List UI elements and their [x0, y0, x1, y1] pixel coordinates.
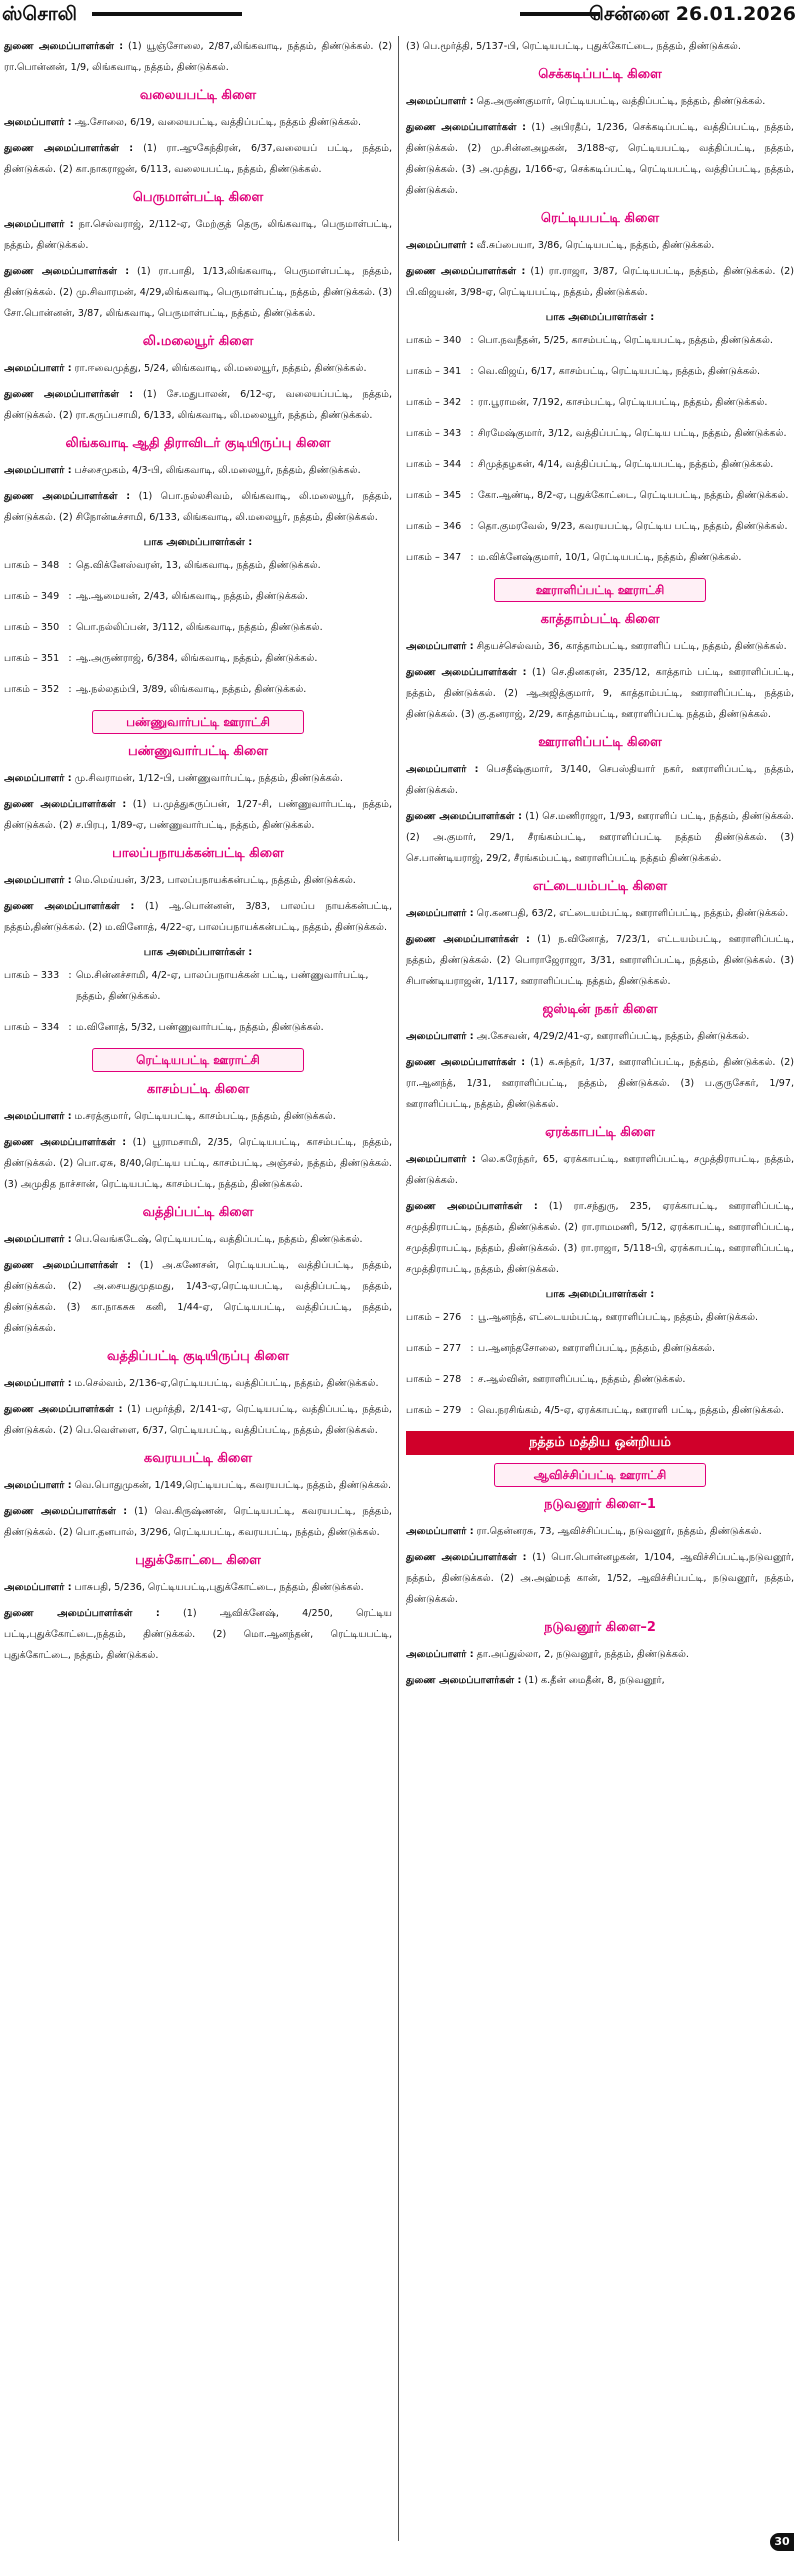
part-row: [406, 361, 794, 382]
separator: :: [470, 335, 474, 346]
entry-paragraph: [406, 1521, 794, 1542]
entry-text: (1) பொ.பொன்னழகன், 1/104, ஆவிச்சிப்பட்டி,நடுவனூர், நத்தம், திண்டுக்கல். (2) அ.அஹ்மத் கான், 1/52, ஆவிச்சிப்பட்டி, நடுவனூர், நத்தம், திண்டுக்கல்.: [406, 1552, 794, 1605]
entry-text: (1) அபிரதீப், 1/236, செக்கடிப்பட்டி, வத்திப்பட்டி, நத்தம், திண்டுக்கல். (2) மு.சின்னஅழகன், 3/188-ஏ, ரெட்டியபட்டி, வத்திப்பட்டி, நத்தம், திண்டுக்கல். (3) அ.முத்து, 1/166-ஏ, செக்கடிப்பட்டி, ரெட்டியபட்டி, வத்திப்பட்டி, நத்தம், திண்டுக்கல்.: [406, 122, 794, 196]
role-label: அமைப்பாளர் :: [406, 1649, 474, 1660]
entry-text: லெ.கரேந்தர், 65, ஏரக்காபட்டி, ஊராளிப்பட்டி, சமுத்திராபட்டி, நத்தம், திண்டுக்கல்.: [406, 1154, 795, 1186]
entry-paragraph: [4, 1373, 392, 1394]
entry-paragraph: [406, 91, 794, 112]
entry-text: ஆ.சோலை, 6/19, வலையபட்டி, வத்திப்பட்டி, நத்தம் திண்டுக்கல்.: [71, 117, 362, 128]
role-label: துணை அமைப்பாளர்கள் :: [4, 799, 127, 810]
part-number: பாகம் – 345: [406, 490, 462, 501]
part-organizer: வெ.நரசிங்கம், 4/5-ஏ, ஏரக்காபட்டி, ஊராளி பட்டி, நத்தம், திண்டுக்கல்.: [478, 1405, 784, 1416]
entry-text: ம.செல்வம், 2/136-ஏ,ரெட்டியபட்டி, வத்திப்பட்டி, நத்தம், திண்டுக்கல்.: [71, 1378, 379, 1389]
entry-text: நா.செல்வராஜ், 2/112-ஏ, மேற்குத் தெரு, லிங்கவாடி, பெருமாள்பட்டி, நத்தம், திண்டுக்கல்.: [4, 219, 392, 251]
part-number: பாகம் – 352: [4, 684, 60, 695]
separator: :: [68, 970, 72, 981]
role-label: அமைப்பாளர் :: [406, 764, 479, 775]
role-label: துணை அமைப்பாளர்கள் :: [4, 41, 124, 52]
entry-text: (1) ரா.பாதி, 1/13,லிங்கவாடி, பெருமாள்பட்டி, நத்தம், திண்டுக்கல். (2) மு.சிவாரமன், 4/29,லிங்கவாடி, பெருமாள்பட்டி, நத்தம், திண்டுக்கல். (3) சோ.பொன்னன், 3/87, லிங்கவாடி, பெருமாள்பட்டி, நத்தம், திண்டுக்கல்.: [4, 266, 392, 319]
part-number: பாகம் – 276: [406, 1312, 462, 1323]
branch-heading: புதுக்கோட்டை கிளை: [135, 1553, 261, 1568]
entry-text: (1) பொ.நல்லசிவம், லிங்கவாடி, லி.மலையூர், நத்தம், திண்டுக்கல். (2) சிநோன்டீச்சாமி, 6/133, லிங்கவாடி, லி.மலையூர், நத்தம், திண்டுக்கல்.: [4, 491, 392, 523]
left-column: [4, 36, 392, 1671]
branch-heading: வலையபட்டி கிளை: [139, 88, 257, 103]
role-label: அமைப்பாளர் :: [4, 363, 72, 374]
entry-text: ரா.ஈவைமுத்து, 5/24, லிங்கவாடி, லி.மலையூர், நத்தம், திண்டுக்கல்.: [71, 363, 367, 374]
part-organizer: ம.வினோத், 5/32, பண்ணுவார்பட்டி, நத்தம், திண்டுக்கல்.: [76, 1022, 324, 1033]
part-row: [406, 516, 794, 537]
part-row: [4, 555, 392, 576]
entry-text: ரெ.கணபதி, 63/2, எட்டையம்பட்டி, ஊராளிப்பட்டி, நத்தம், திண்டுக்கல்.: [473, 908, 789, 919]
branch-heading: செக்கடிப்பட்டி கிளை: [538, 67, 662, 82]
entry-text: (1) ரா.ராஜா, 3/87, ரெட்டியபட்டி, நத்தம், திண்டுக்கல். (2) பி.விஜயன், 3/98-ஏ, ரெட்டியபட்டி, நத்தம், திண்டுக்கல்.: [406, 266, 795, 298]
entry-paragraph: [4, 1603, 392, 1666]
role-label: அமைப்பாளர் :: [406, 240, 474, 251]
entry-paragraph: [406, 1026, 794, 1047]
entry-text: பெ.வெங்கடேஷ், ரெட்டியபட்டி, வத்திப்பட்டி, நத்தம், திண்டுக்கல்.: [71, 1234, 363, 1245]
branch-heading: கவரயபட்டி கிளை: [143, 1451, 253, 1466]
part-row: [406, 423, 794, 444]
role-label: துணை அமைப்பாளர்கள் :: [406, 266, 526, 277]
part-row: [406, 330, 794, 351]
role-label: அமைப்பாளர் :: [406, 641, 474, 652]
entry-paragraph: [406, 1644, 794, 1665]
branch-heading: ஏரக்காபட்டி கிளை: [545, 1125, 655, 1140]
separator: :: [470, 490, 474, 501]
separator: :: [470, 1374, 474, 1385]
entry-text: (1) யூஞ்சோலை, 2/87,லிங்கவாடி, நத்தம், திண்டுக்கல். (2) ரா.பொன்னன், 1/9, லிங்கவாடி, நத்தம், திண்டுக்கல்.: [4, 41, 392, 73]
entry-text: பாசுபதி, 5/236, ரெட்டியபட்டி,புதுக்கோட்டை, நத்தம், திண்டுக்கல்.: [71, 1582, 364, 1593]
entry-text: தா.அப்துல்லா, 2, நடுவனூர், நத்தம், திண்டுக்கல்.: [473, 1649, 689, 1660]
separator: :: [68, 653, 72, 664]
entry-text: பெசதீஷ்குமார், 3/140, செபஸ்தியார் நகர், ஊராளிப்பட்டி, நத்தம், திண்டுக்கல்.: [406, 764, 794, 796]
role-label: துணை அமைப்பாளர்கள் :: [406, 1552, 527, 1563]
entry-paragraph: [4, 1132, 392, 1195]
branch-heading: லி.மலையூர் கிளை: [142, 334, 254, 349]
part-organizer: தெ.விக்னேஸ்வரன், 13, லிங்கவாடி, நத்தம், திண்டுக்கல்.: [76, 560, 321, 571]
city-date: சென்னை 26.01.2026: [589, 3, 796, 25]
entry-paragraph: [4, 384, 392, 426]
role-label: அமைப்பாளர் :: [406, 96, 474, 107]
entry-paragraph: [4, 794, 392, 836]
page-number: 30: [770, 2533, 794, 2551]
separator: :: [470, 366, 474, 377]
entry-paragraph: [4, 1475, 392, 1496]
entry-paragraph: [406, 235, 794, 256]
entry-paragraph: [4, 486, 392, 528]
part-organizer: மெ.சின்னச்சாமி, 4/2-ஏ, பாலப்பநாயக்கன் பட்டி, பண்ணுவார்பட்டி, நத்தம், திண்டுக்கல்.: [76, 970, 369, 1002]
part-row: [4, 965, 392, 1007]
part-row: [406, 547, 794, 568]
branch-heading: எட்டையம்பட்டி கிளை: [532, 879, 668, 894]
branch-heading: பாலப்பநாயக்கன்பட்டி கிளை: [112, 846, 284, 861]
part-number: பாகம் – 279: [406, 1405, 462, 1416]
branch-heading: காத்தாம்பட்டி கிளை: [540, 612, 660, 627]
entry-paragraph: [406, 806, 794, 869]
role-label: துணை அமைப்பாளர்கள் :: [4, 1260, 131, 1271]
role-label: துணை அமைப்பாளர்கள் :: [4, 491, 131, 502]
part-number: பாகம் – 341: [406, 366, 462, 377]
separator: :: [68, 1022, 72, 1033]
role-label: துணை அமைப்பாளர்கள் :: [406, 1057, 526, 1068]
entry-text: (1) க.தீன் மைதீன், 8, நடுவனூர்,: [521, 1675, 665, 1686]
part-organizer: பொ.நவநீதன், 5/25, காசம்பட்டி, ரெட்டியபட்டி, நத்தம், திண்டுக்கல்.: [478, 335, 773, 346]
entry-text: (1) ந.வினோத், 7/23/1, எட்டயம்பட்டி, ஊராளிப்பட்டி, நத்தம், திண்டுக்கல். (2) பொராஜேராஜா, 3/31, ஊராளிப்பட்டி, நத்தம், திண்டுக்கல். (3) சிபாண்டியராஜன், 1/117, ஊராளிப்பட்டி நத்தம், திண்டுக்கல்.: [406, 934, 794, 987]
part-organizer: கோ.ஆண்டி, 8/2-ஏ, புதுக்கோட்டை, ரெட்டியபட்டி, நத்தம், திண்டுக்கல்.: [478, 490, 789, 501]
column-divider: [398, 36, 399, 2541]
entry-paragraph: [406, 36, 794, 57]
entry-text: வீ.சுப்பையா, 3/86, ரெட்டியபட்டி, நத்தம், திண்டுக்கல்.: [473, 240, 715, 251]
entry-text: ரா.தென்னரசு, 73, ஆவிச்சிப்பட்டி, நடுவனூர், நத்தம், திண்டுக்கல்.: [473, 1526, 762, 1537]
role-label: அமைப்பாளர் :: [4, 773, 72, 784]
part-row: [406, 1369, 794, 1390]
entry-paragraph: [4, 36, 392, 78]
panchayat-badge: பண்ணுவார்பட்டி ஊராட்சி: [92, 710, 304, 734]
entry-text: (1) ஆ.பொன்னன், 3/83, பாலப்ப நாயக்கன்பட்டி, நத்தம்,திண்டுக்கல். (2) ம.வினோத், 4/22-ஏ, பாலப்பநாயக்கன்பட்டி, நத்தம், திண்டுக்கல்.: [4, 901, 393, 933]
part-row: [4, 648, 392, 669]
branch-heading: பண்ணுவார்பட்டி கிளை: [127, 744, 269, 759]
part-number: பாகம் – 349: [4, 591, 60, 602]
entry-paragraph: [406, 1196, 794, 1280]
part-number: பாகம் – 347: [406, 552, 462, 563]
part-organizer: ம.விக்னேஷ்குமார், 10/1, ரெட்டியபட்டி, நத்தம், திண்டுக்கல்.: [478, 552, 742, 563]
entry-text: (1) சே.மதுபாலன், 6/12-ஏ, வலையப்பட்டி, நத்தம், திண்டுக்கல். (2) ரா.கருப்பசாமி, 6/133, லிங்கவாடி, லி.மலையூர், நத்தம், திண்டுக்கல்.: [4, 389, 392, 421]
entry-text: (3) பெ.மூர்த்தி, 5/137-பி, ரெட்டியபட்டி, புதுக்கோட்டை, நத்தம், திண்டுக்கல்.: [406, 41, 741, 52]
part-organizer: வெ.விஜய், 6/17, காசம்பட்டி, ரெட்டியபட்டி, நத்தம், திண்டுக்கல்.: [478, 366, 761, 377]
branch-heading: காசம்பட்டி கிளை: [146, 1082, 250, 1097]
part-row: [406, 485, 794, 506]
branch-heading: நடுவனூர் கிளை–1: [544, 1497, 656, 1512]
part-number: பாகம் – 342: [406, 397, 462, 408]
role-label: துணை அமைப்பாளர்கள் :: [406, 122, 526, 133]
part-organizer: ச.ஆல்வின், ஊராளிப்பட்டி, நத்தம், திண்டுக்கல்.: [478, 1374, 686, 1385]
entry-paragraph: [406, 117, 794, 201]
role-label: துணை அமைப்பாளர்கள் :: [406, 811, 522, 822]
entry-text: (1) செ.மணிராஜா, 1/93, ஊராளிப் பட்டி, நத்தம், திண்டுக்கல். (2) அ.குமார், 29/1, சீரங்கம்பட்டி, ஊராளிப்பட்டி நத்தம் திண்டுக்கல். (3) செ.பாண்டியராஜ், 29/2, சீரங்கம்பட்டி, ஊராளிப்பட்டி நத்தம் திண்டுக்கல்.: [406, 811, 794, 864]
separator: :: [68, 622, 72, 633]
entry-paragraph: [406, 1052, 794, 1115]
branch-heading: நடுவனூர் கிளை–2: [544, 1620, 656, 1635]
role-label: துணை அமைப்பாளர்கள் :: [4, 901, 135, 912]
entry-paragraph: [4, 460, 392, 481]
entry-text: தெ.அருண்குமார், ரெட்டியபட்டி, வத்திப்பட்டி, நத்தம், திண்டுக்கல்.: [473, 96, 766, 107]
separator: :: [470, 521, 474, 532]
entry-text: (1) ரா.ஆுகேந்திரன், 6/37,வலையப் பட்டி, நத்தம், திண்டுக்கல். (2) கா.நாகராஜன், 6/113, வலையபட்டி, நத்தம், திண்டுக்கல்.: [4, 143, 392, 175]
part-number: பாகம் – 343: [406, 428, 462, 439]
entry-text: (1) வெ.கிருஷ்ணன், ரெட்டியபட்டி, கவரயபட்டி, நத்தம், திண்டுக்கல். (2) பொ.தனபால், 3/296, ரெட்டியபட்டி, கவரயபட்டி, நத்தம், திண்டுக்கல்.: [4, 1506, 392, 1538]
entry-paragraph: [406, 662, 794, 725]
entry-paragraph: [406, 903, 794, 924]
entry-text: (1) க.சுந்தர், 1/37, ஊராளிப்பட்டி, நத்தம், திண்டுக்கல். (2) ரா.ஆனந்த், 1/31, ஊராளிப்பட்டி, நத்தம், திண்டுக்கல். (3) ப.குருசேகர், 1/97, ஊராளிப்பட்டி, நத்தம், திண்டுக்கல்.: [406, 1057, 794, 1110]
role-label: அமைப்பாளர் :: [4, 219, 74, 230]
section-subheading: பாக அமைப்பாளர்கள் :: [545, 1289, 655, 1300]
part-row: [406, 1400, 794, 1421]
role-label: துணை அமைப்பாளர்கள் :: [406, 1675, 522, 1686]
role-label: துணை அமைப்பாளர்கள் :: [4, 389, 134, 400]
entry-paragraph: [4, 1106, 392, 1127]
entry-paragraph: [406, 759, 794, 801]
branch-heading: ஜஸ்டின் நகர் கிளை: [542, 1002, 658, 1017]
section-subheading: பாக அமைப்பாளர்கள் :: [545, 312, 655, 323]
role-label: அமைப்பாளர் :: [4, 117, 72, 128]
role-label: துணை அமைப்பாளர்கள் :: [406, 934, 530, 945]
role-label: அமைப்பாளர் :: [4, 1378, 72, 1389]
role-label: அமைப்பாளர் :: [4, 1111, 72, 1122]
role-label: அமைப்பாளர் :: [406, 908, 474, 919]
entry-text: அ.கேசவன், 4/29/2/41-ஏ, ஊராளிப்பட்டி, நத்தம், திண்டுக்கல்.: [473, 1031, 750, 1042]
entry-paragraph: [4, 1399, 392, 1441]
role-label: அமைப்பாளர் :: [406, 1526, 474, 1537]
entry-text: (1) பமூர்த்தி, 2/141-ஏ, ரெட்டியபட்டி, வத்திப்பட்டி, நத்தம், திண்டுக்கல். (2) பெ.வெள்ளை, 6/37, ரெட்டியபட்டி, வத்திப்பட்டி, நத்தம், திண்டுக்கல்.: [4, 1404, 392, 1436]
separator: :: [470, 428, 474, 439]
part-number: பாகம் – 344: [406, 459, 462, 470]
entry-text: (1) ப.முத்துகருப்பன், 1/27-சி, பண்ணுவார்பட்டி, நத்தம், திண்டுக்கல். (2) ச.பிரபு, 1/89-ஏ, பண்ணுவார்பட்டி, நத்தம், திண்டுக்கல்.: [4, 799, 392, 831]
entry-paragraph: [4, 870, 392, 891]
section-subheading: பாக அமைப்பாளர்கள் :: [143, 947, 253, 958]
page-header: [0, 0, 800, 30]
separator: :: [470, 1405, 474, 1416]
role-label: அமைப்பாளர் :: [4, 875, 72, 886]
entry-text: (1) செ.தினகரன், 235/12, காத்தாம் பட்டி, ஊராளிப்பட்டி, நத்தம், திண்டுக்கல். (2) ஆஅஜித்குமார், 9, காத்தாம்பட்டி, ஊராளிப்பட்டி, நத்தம், திண்டுக்கல். (3) கு.தனராஜ், 2/29, காத்தாம்பட்டி, ஊராளிப்பட்டி நத்தம், திண்டுக்கல்.: [406, 667, 794, 720]
union-banner: நத்தம் மத்திய ஒன்றியம்: [406, 1431, 794, 1455]
entry-paragraph: [406, 636, 794, 657]
entry-paragraph: [4, 1229, 392, 1250]
entry-text: சிதயச்செல்வம், 36, காத்தாம்பட்டி, ஊராளிப் பட்டி, நத்தம், திண்டுக்கல்.: [473, 641, 787, 652]
header-rule-left: [92, 12, 242, 16]
entry-paragraph: [4, 138, 392, 180]
branch-heading: பெருமாள்பட்டி கிளை: [132, 190, 264, 205]
part-organizer: ப.ஆனந்தசோலை, ஊராளிப்பட்டி, நத்தம், திண்டுக்கல்.: [478, 1343, 715, 1354]
separator: :: [470, 552, 474, 563]
part-row: [4, 679, 392, 700]
role-label: அமைப்பாளர் :: [4, 1582, 72, 1593]
entry-paragraph: [4, 261, 392, 324]
branch-heading: வத்திப்பட்டி குடியிருப்பு கிளை: [107, 1349, 289, 1364]
part-number: பாகம் – 350: [4, 622, 60, 633]
role-label: துணை அமைப்பாளர்கள் :: [4, 1404, 123, 1415]
part-organizer: ரா.பூராமன், 7/192, காசம்பட்டி, ரெட்டியபட்டி, நத்தம், திண்டுக்கல்.: [478, 397, 768, 408]
role-label: துணை அமைப்பாளர்கள் :: [4, 143, 134, 154]
separator: :: [68, 560, 72, 571]
role-label: துணை அமைப்பாளர்கள் :: [406, 667, 527, 678]
part-row: [406, 1307, 794, 1328]
part-number: பாகம் – 340: [406, 335, 462, 346]
entry-paragraph: [406, 929, 794, 992]
entry-text: மெ.மெய்யன், 3/23, பாலப்பநாயக்கன்பட்டி, நத்தம், திண்டுக்கல்.: [71, 875, 356, 886]
part-row: [4, 617, 392, 638]
separator: :: [470, 459, 474, 470]
entry-paragraph: [4, 358, 392, 379]
entry-paragraph: [4, 896, 392, 938]
entry-paragraph: [4, 1255, 392, 1339]
part-organizer: ஆ.ஆமையன், 2/43, லிங்கவாடி, நத்தம், திண்டுக்கல்.: [76, 591, 309, 602]
part-row: [406, 1338, 794, 1359]
entry-paragraph: [4, 214, 392, 256]
entry-text: (1) அ.கணேசன், ரெட்டியபட்டி, வத்திப்பட்டி, நத்தம், திண்டுக்கல். (2) அ.சையதுமுதமது, 1/43-ஏ,ரெட்டியபட்டி, வத்திப்பட்டி, நத்தம், திண்டுக்கல். (3) கா.நாகசுசு கனி, 1/44-ஏ, ரெட்டியபட்டி, வத்திப்பட்டி, நத்தம், திண்டுக்கல்.: [4, 1260, 392, 1334]
role-label: அமைப்பாளர் :: [406, 1031, 474, 1042]
part-number: பாகம் – 333: [4, 970, 60, 981]
entry-text: வெ.பொதுமுகன், 1/149,ரெட்டியபட்டி, கவரயபட்டி, நத்தம், திண்டுக்கல்.: [71, 1480, 392, 1491]
part-number: பாகம் – 277: [406, 1343, 462, 1354]
part-row: [406, 392, 794, 413]
part-organizer: சிமுத்தழகன், 4/14, வத்திப்பட்டி, ரெட்டியபட்டி, நத்தம், திண்டுக்கல்.: [478, 459, 774, 470]
part-number: பாகம் – 348: [4, 560, 60, 571]
part-organizer: பொ.நல்லிப்பன், 3/112, லிங்கவாடி, நத்தம், திண்டுக்கல்.: [76, 622, 323, 633]
separator: :: [68, 684, 72, 695]
part-row: [4, 586, 392, 607]
separator: :: [470, 1343, 474, 1354]
branch-heading: வத்திப்பட்டி கிளை: [142, 1205, 254, 1220]
part-number: பாகம் – 351: [4, 653, 60, 664]
branch-heading: ரெட்டியபட்டி கிளை: [540, 211, 660, 226]
part-number: பாகம் – 346: [406, 521, 462, 532]
entry-paragraph: [4, 112, 392, 133]
separator: :: [68, 591, 72, 602]
role-label: துணை அமைப்பாளர்கள் :: [406, 1201, 538, 1212]
part-organizer: ஆ.நல்லதம்பி, 3/89, லிங்கவாடி, நத்தம், திண்டுக்கல்.: [76, 684, 307, 695]
entry-paragraph: [4, 1577, 392, 1598]
entry-text: (1) ரா.சந்துரு, 235, ஏரக்காபட்டி, ஊராளிப்பட்டி, சமுத்திராபட்டி, நத்தம், திண்டுக்கல். (2) ரா.ராமமணி, 5/12, ஏரக்காபட்டி, ஊராளிப்பட்டி, சமுத்திராபட்டி, நத்தம், திண்டுக்கல். (3) ரா.ராஜா, 5/118-பி, ஏரக்காபட்டி, ஊராளிப்பட்டி, சமுத்திராபட்டி, நத்தம், திண்டுக்கல்.: [406, 1201, 794, 1275]
entry-paragraph: [406, 1149, 794, 1191]
entry-paragraph: [4, 768, 392, 789]
panchayat-badge: ஊராளிப்பட்டி ஊராட்சி: [494, 578, 706, 602]
panchayat-badge: ரெட்டியபட்டி ஊராட்சி: [92, 1048, 304, 1072]
entry-paragraph: [4, 1501, 392, 1543]
part-row: [4, 1017, 392, 1038]
panchayat-badge: ஆவிச்சிப்பட்டி ஊராட்சி: [494, 1463, 706, 1487]
role-label: அமைப்பாளர் :: [406, 1154, 476, 1165]
entry-paragraph: [406, 1670, 794, 1691]
entry-text: (1) பூராமசாமி, 2/35, ரெட்டியபட்டி, காசம்பட்டி, நத்தம், திண்டுக்கல். (2) பொ.ஏசு, 8/40,ரெட்டிய பட்டி, காசம்பட்டி, அஞ்சல், நத்தம், திண்டுக்கல். (3) அமுதித நாச்சான், ரெட்டியபட்டி, காசம்பட்டி, நத்தம், திண்டுக்கல்.: [4, 1137, 393, 1190]
entry-text: ம.சரத்குமார், ரெட்டியபட்டி, காசம்பட்டி, நத்தம், திண்டுக்கல்.: [71, 1111, 336, 1122]
part-organizer: ஆ.அருண்ராஜ், 6/384, லிங்கவாடி, நத்தம், திண்டுக்கல்.: [76, 653, 318, 664]
role-label: அமைப்பாளர் :: [4, 465, 72, 476]
header-rule-right: [520, 12, 600, 16]
entry-paragraph: [406, 1547, 794, 1610]
right-column: [406, 36, 794, 1696]
part-organizer: சிரமேஷ்குமார், 3/12, வத்திப்பட்டி, ரெட்டிய பட்டி, நத்தம், திண்டுக்கல்.: [478, 428, 787, 439]
role-label: அமைப்பாளர் :: [4, 1480, 72, 1491]
part-row: [406, 454, 794, 475]
role-label: அமைப்பாளர் :: [4, 1234, 72, 1245]
part-number: பாகம் – 278: [406, 1374, 462, 1385]
section-subheading: பாக அமைப்பாளர்கள் :: [143, 537, 253, 548]
entry-text: பச்சைமுகம், 4/3-பி, லிங்கவாடி, லி.மலையூர், நத்தம், திண்டுக்கல்.: [71, 465, 361, 476]
separator: :: [470, 397, 474, 408]
branch-heading: லிங்கவாடி ஆதி திராவிடர் குடியிருப்பு கிளை: [65, 436, 331, 451]
entry-text: மு.சிவராமன், 1/12-பி, பண்ணுவார்பட்டி, நத்தம், திண்டுக்கல்.: [71, 773, 343, 784]
entry-paragraph: [406, 261, 794, 303]
separator: :: [470, 1312, 474, 1323]
branch-heading: ஊராளிப்பட்டி கிளை: [538, 735, 662, 750]
part-number: பாகம் – 334: [4, 1022, 60, 1033]
part-organizer: தொ.குமரவேல், 9/23, கவரயபட்டி, ரெட்டிய பட்டி, நத்தம், திண்டுக்கல்.: [478, 521, 788, 532]
entry-text: (1) ஆவிக்னேஷ், 4/250, ரெட்டிய பட்டி,புதுக்கோட்டை,நத்தம், திண்டுக்கல். (2) மொ.ஆனந்தன், ரெட்டியபட்டி, புதுக்கோட்டை, நத்தம், திண்டுக்கல்.: [4, 1608, 392, 1661]
part-organizer: பூ.ஆனந்த், எட்டையம்பட்டி, ஊராளிப்பட்டி, நத்தம், திண்டுக்கல்.: [478, 1312, 759, 1323]
publication-name: ஸ்சொலி: [2, 3, 77, 25]
role-label: துணை அமைப்பாளர்கள் :: [4, 266, 130, 277]
role-label: துணை அமைப்பாளர்கள் :: [4, 1506, 128, 1517]
role-label: துணை அமைப்பாளர்கள் :: [4, 1608, 160, 1619]
role-label: துணை அமைப்பாளர்கள் :: [4, 1137, 127, 1148]
